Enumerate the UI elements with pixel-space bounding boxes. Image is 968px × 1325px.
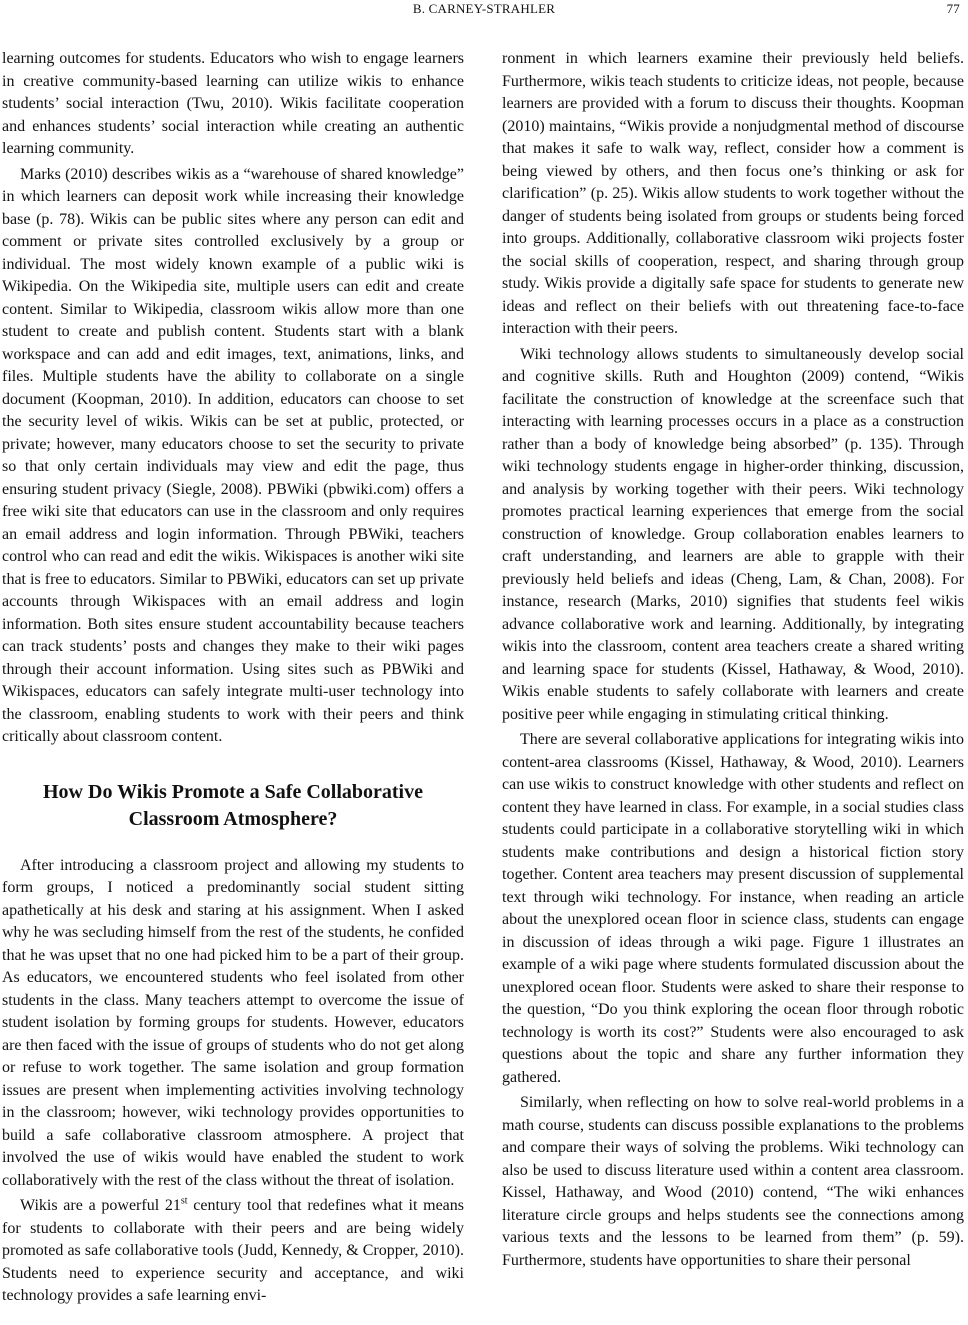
running-head-author: B. CARNEY-STRAHLER xyxy=(412,1,556,16)
left-column xyxy=(2,48,464,1311)
running-header xyxy=(0,0,968,22)
right-column xyxy=(502,48,964,1275)
paragraph: There are several collaborative applications for integrating wikis into content-area classrooms (Kissel, Hathaway, & Wood, 2010). Learners can use wikis to construct knowledge with other students and reflect on content they have learned in class. For example, in a social studies class students could participate in a collaborative storytelling wiki in which students make contributions and design a historical fiction story together. Content area teachers may present discussion of supplemental text through wiki technology. For instance, when reading an article about the unexplored ocean floor in science class, students can engage in discussion of ideas through a wiki page. Figure 1 illustrates an example of a wiki page where students formulated discussion about the unexplored ocean floor. Students were asked to share their response to the question, “Do you think exploring the ocean floor through robotic technology is worth its cost?” Students were also encouraged to ask questions about the topic and share any further information they gathered. xyxy=(502,731,964,1086)
paragraph: ronment in which learners examine their previously held beliefs. Furthermore, wikis teach students to criticize ideas, not people, because learners are provided with a forum to discuss their thoughts. Koopman (2010) maintains, “Wikis provide a nonjudgmental method of discourse that makes it safe to walk way, reflect, consider how a comment is being viewed by others, and then focus one’s thinking or ask for clarification” (p. 25). Wikis allow students to work together without the danger of students being isolated from groups or students being forced into groups. Additionally, collaborative classroom wiki projects foster the social skills of cooperation, respect, and sharing through group study. Wikis provide a digitally safe space for students to generate new ideas and reflect on their beliefs with out threatening face-to-face interaction with their peers. xyxy=(502,50,964,337)
paragraph: Wiki technology allows students to simultaneously develop social and cognitive skills. Ruth and Houghton (2009) contend, “Wikis facilitate the construction of knowledge at the screenface such that interacting with learning processes occurs in a place as a construction rather than a body of knowledge being absorbed” (p. 135). Through wiki technology students engage in higher-order thinking, discussion, and analysis by working together with their peers. Wiki technology promotes practical learning experiences that emerge from the social construction of knowledge. Group collaboration enables learners to craft understanding, and learners are able to grapple with their previously held beliefs and ideas (Cheng, Lam, & Chan, 2008). For instance, research (Marks, 2010) signifies that students feel wikis advance collaborative work and learning. Additionally, by integrating wikis into the classroom, content area teachers create a shared writing and learning space for students (Kissel, Hathaway, & Wood, 2010). Wikis enable students to safely collaborate with learners and create positive peer while engaging in stimulating critical thinking. xyxy=(502,345,964,723)
paragraph: learning outcomes for students. Educators who wish to engage learners in creative community-based learning can utilize wikis to enhance students’ social interaction (Twu, 2010). Wikis facilitate cooperation and enhances students’ social interaction while creating an authentic learning community. xyxy=(2,50,464,157)
page-number: 77 xyxy=(946,1,960,16)
paragraph: Similarly, when reflecting on how to solve real-world problems in a math course, students can discuss possible explanations to the problems and compare their ways of solving the problems. Wiki technology can also be used to discuss literature used within a content area classroom. Kissel, Hathaway, and Wood (2010) contend, “The wiki enhances literature circle groups and helps students see the connections among various texts and the lessons to be learned from them” (p. 59). Furthermore, students have opportunities to share their personal xyxy=(502,1094,964,1269)
paragraph-text: Wikis are a powerful 21 xyxy=(20,1197,181,1214)
paragraph xyxy=(2,1195,464,1308)
paragraph: After introducing a classroom project and allowing my students to form groups, I noticed a predominantly social student sitting apathetically at his desk and staring at his assignment. When I asked why he was secluding himself from the rest of the students, he confided that he was upset that no one had picked him to be a part of their group. As educators, we encountered students who feel isolated from other students in the class. Many teachers attempt to overcome the issue of student isolation by forming groups for students. However, educators are then faced with the issue of groups of students who do not get along or refuse to work together. The same isolation and group formation issues are present when implementing activities involving technology in the classroom; however, wiki technology provides opportunities to build a safe collaborative classroom atmosphere. A project that involved the use of wikis would have enabled the student to work collaboratively with the rest of the class without the threat of isolation. xyxy=(2,856,464,1189)
section-heading: How Do Wikis Promote a Safe Collaborative Classroom Atmosphere? xyxy=(43,780,423,830)
paragraph: Marks (2010) describes wikis as a “warehouse of shared knowledge” in which learners can deposit work while increasing their knowledge base (p. 78). Wikis can be public sites where any person can edit and comment or private sites controlled exclusively by a group or individual. The most widely known example of a public wiki is Wikipedia. On the Wikipedia site, multiple users can edit and create content. Similar to Wikipedia, classroom wikis allow more than one student to create and publish content. Students start with a blank workspace and can add and edit images, text, animations, links, and files. Multiple students have the ability to collaborate on a single document (Koopman, 2010). In addition, educators can choose to set the security level of wikis. Wikis can be set at public, protected, or private; however, many educators choose to set the security to private so that only certain individuals may view and edit the page, thus ensuring student privacy (Siegle, 2008). PBWiki (pbwiki.com) offers a free wiki site that educators can use in the classroom and only requires an email address and login information. Through PBWiki, teachers control who can read and edit the wikis. Wikispaces is another wiki site that is free to educators. Similar to PBWiki, educators can set up private accounts through Wikispaces with an email address and login information. Both sites ensure student accountability because teachers can track students’ posts and changes they make to their wiki pages through their account information. Using sites such as PBWiki and Wikispaces, educators can safely integrate multi-user technology into the classroom, enabling students to work with their peers and think critically about classroom content. xyxy=(2,165,464,745)
paragraph-text: century tool that redefines what it means for students to collaborate with their peers and are being widely promoted as safe collaborative tools (Judd, Kennedy, & Cropper, 2010). Students need to experience security and acceptance, and wiki technology provides a safe learning envi- xyxy=(2,1197,465,1304)
superscript: st xyxy=(180,1195,188,1207)
